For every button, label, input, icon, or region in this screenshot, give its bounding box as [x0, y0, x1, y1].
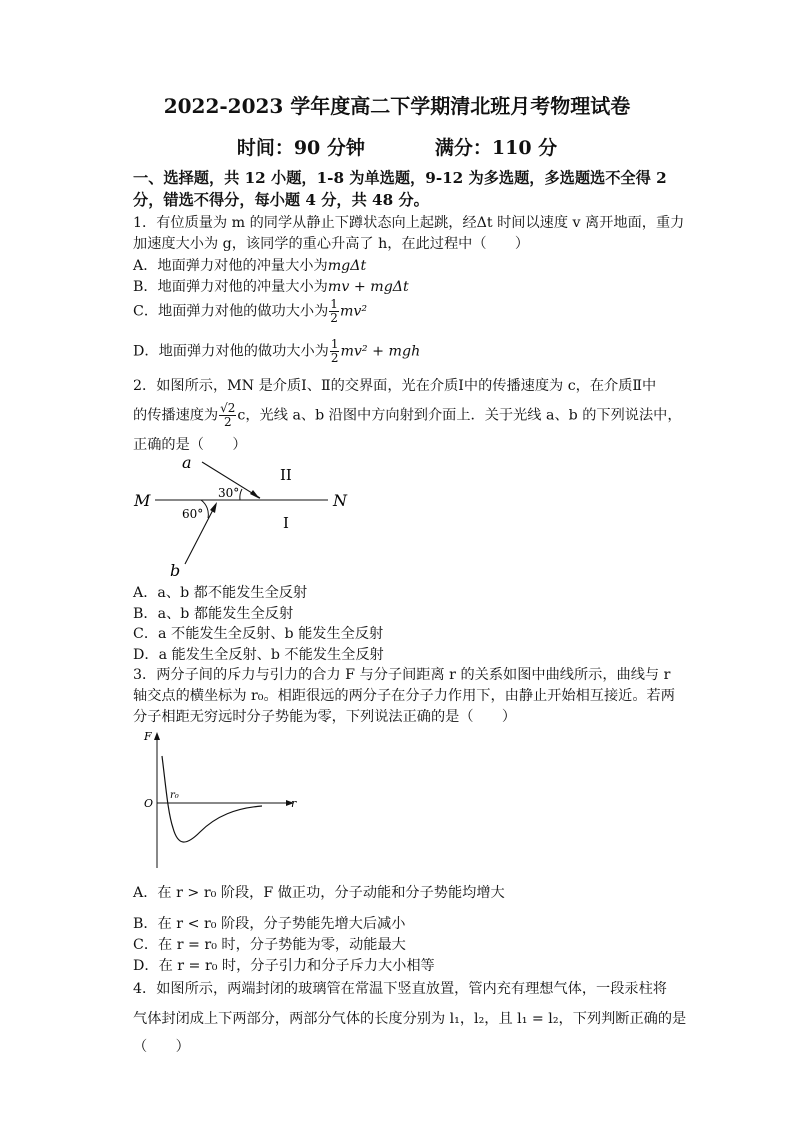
q4-stem-line2: 气体封闭成上下两部分，两部分气体的长度分别为 l₁，l₂，且 l₁ = l₂，下列判断正确的是: [133, 1011, 687, 1027]
interface-label-m: M: [134, 491, 151, 510]
exam-score: 满分：110 分: [434, 137, 558, 159]
q1-option-c: C．地面弹力对他的做功大小为 $\frac{1}{2}$ mv²: [133, 297, 368, 325]
q2-option-a: A．a、b 都不能发生全反射: [133, 585, 308, 601]
q1-option-d: D．地面弹力对他的做功大小为 $\frac{1}{2}$ mv² + mgh: [133, 337, 421, 365]
ray-label-b: b: [170, 561, 181, 580]
q3-option-d: D．在 r = r₀ 时，分子引力和分子斥力大小相等: [133, 958, 435, 974]
angle-label-30: 30°: [218, 486, 240, 500]
q4-stem-line1: 4．如图所示，两端封闭的玻璃管在常温下竖直放置，管内充有理想气体，一段汞柱将: [133, 981, 667, 997]
angle-label-60: 60°: [182, 507, 204, 521]
ray-label-a: a: [182, 453, 192, 472]
q3-stem-line2: 轴交点的横坐标为 r₀。相距很远的两分子在分子力作用下，由静止开始相互接近。若两: [133, 688, 675, 704]
fraction-half: $\frac{1}{2}$: [330, 297, 338, 325]
q1-option-a: A．地面弹力对他的冲量大小为mgΔt: [133, 258, 367, 274]
origin-label-o: O: [144, 797, 154, 810]
q1-option-b: B．地面弹力对他的冲量大小为mv + mgΔt: [133, 279, 409, 295]
fraction-half: $\frac{1}{2}$: [330, 337, 339, 365]
q2-option-d: D．a 能发生全反射、b 不能发生全反射: [133, 647, 384, 663]
q3-option-b: B．在 r < r₀ 阶段，分子势能先增大后减小: [133, 916, 406, 932]
q1-stem-line1: 1．有位质量为 m 的同学从静止下蹲状态向上起跳，经Δt 时间以速度 v 离开地面，重力: [133, 215, 685, 231]
q4-stem-line3: （ ）: [133, 1039, 190, 1055]
axis-label-f: F: [144, 730, 152, 743]
q2-stem-line2: 的传播速度为 $\frac{√2}{2}$ c，光线 a、b 沿图中方向射到介面上．关于光线 a、b 的下列说法中，: [133, 401, 682, 429]
section-heading-line1: 一、选择题，共 12 小题，1-8 为单选题，9-12 为多选题，多选题选不全得 2: [133, 169, 667, 187]
q1-stem-line2: 加速度大小为 g，该同学的重心升高了 h，在此过程中（ ）: [133, 236, 530, 252]
q2-option-b: B．a、b 都能发生全反射: [133, 606, 294, 622]
medium-label-ii: II: [280, 466, 292, 484]
exam-title: 2022-2023 学年度高二下学期清北班月考物理试卷: [163, 94, 631, 118]
q2-stem-line3: 正确的是（ ）: [133, 437, 247, 453]
molecular-force-graph: [140, 728, 310, 870]
exam-time: 时间：90 分钟: [236, 137, 365, 159]
medium-label-i: I: [283, 514, 289, 532]
interface-label-n: N: [333, 491, 347, 510]
section-heading-line2: 分，错选不得分，每小题 4 分，共 48 分。: [133, 191, 429, 209]
q2-option-c: C．a 不能发生全反射、b 能发生全反射: [133, 626, 384, 642]
q3-stem-line1: 3．两分子间的斥力与引力的合力 F 与分子间距离 r 的关系如图中曲线所示，曲线与 r: [133, 667, 671, 683]
r0-label: r₀: [170, 790, 179, 801]
refraction-diagram: [130, 452, 360, 582]
q3-option-a: A．在 r > r₀ 阶段，F 做正功，分子动能和分子势能均增大: [133, 885, 505, 901]
q3-stem-line3: 分子相距无穷远时分子势能为零，下列说法正确的是（ ）: [133, 709, 517, 725]
fraction-sqrt2-over-2: $\frac{√2}{2}$: [220, 401, 236, 429]
q3-option-c: C．在 r = r₀ 时，分子势能为零，动能最大: [133, 937, 406, 953]
q2-stem-line1: 2．如图所示，MN 是介质Ⅰ、Ⅱ的交界面，光在介质Ⅰ中的传播速度为 c，在介质Ⅱ中: [133, 378, 657, 394]
axis-label-r: r: [291, 797, 297, 810]
exam-info: [0, 133, 794, 160]
